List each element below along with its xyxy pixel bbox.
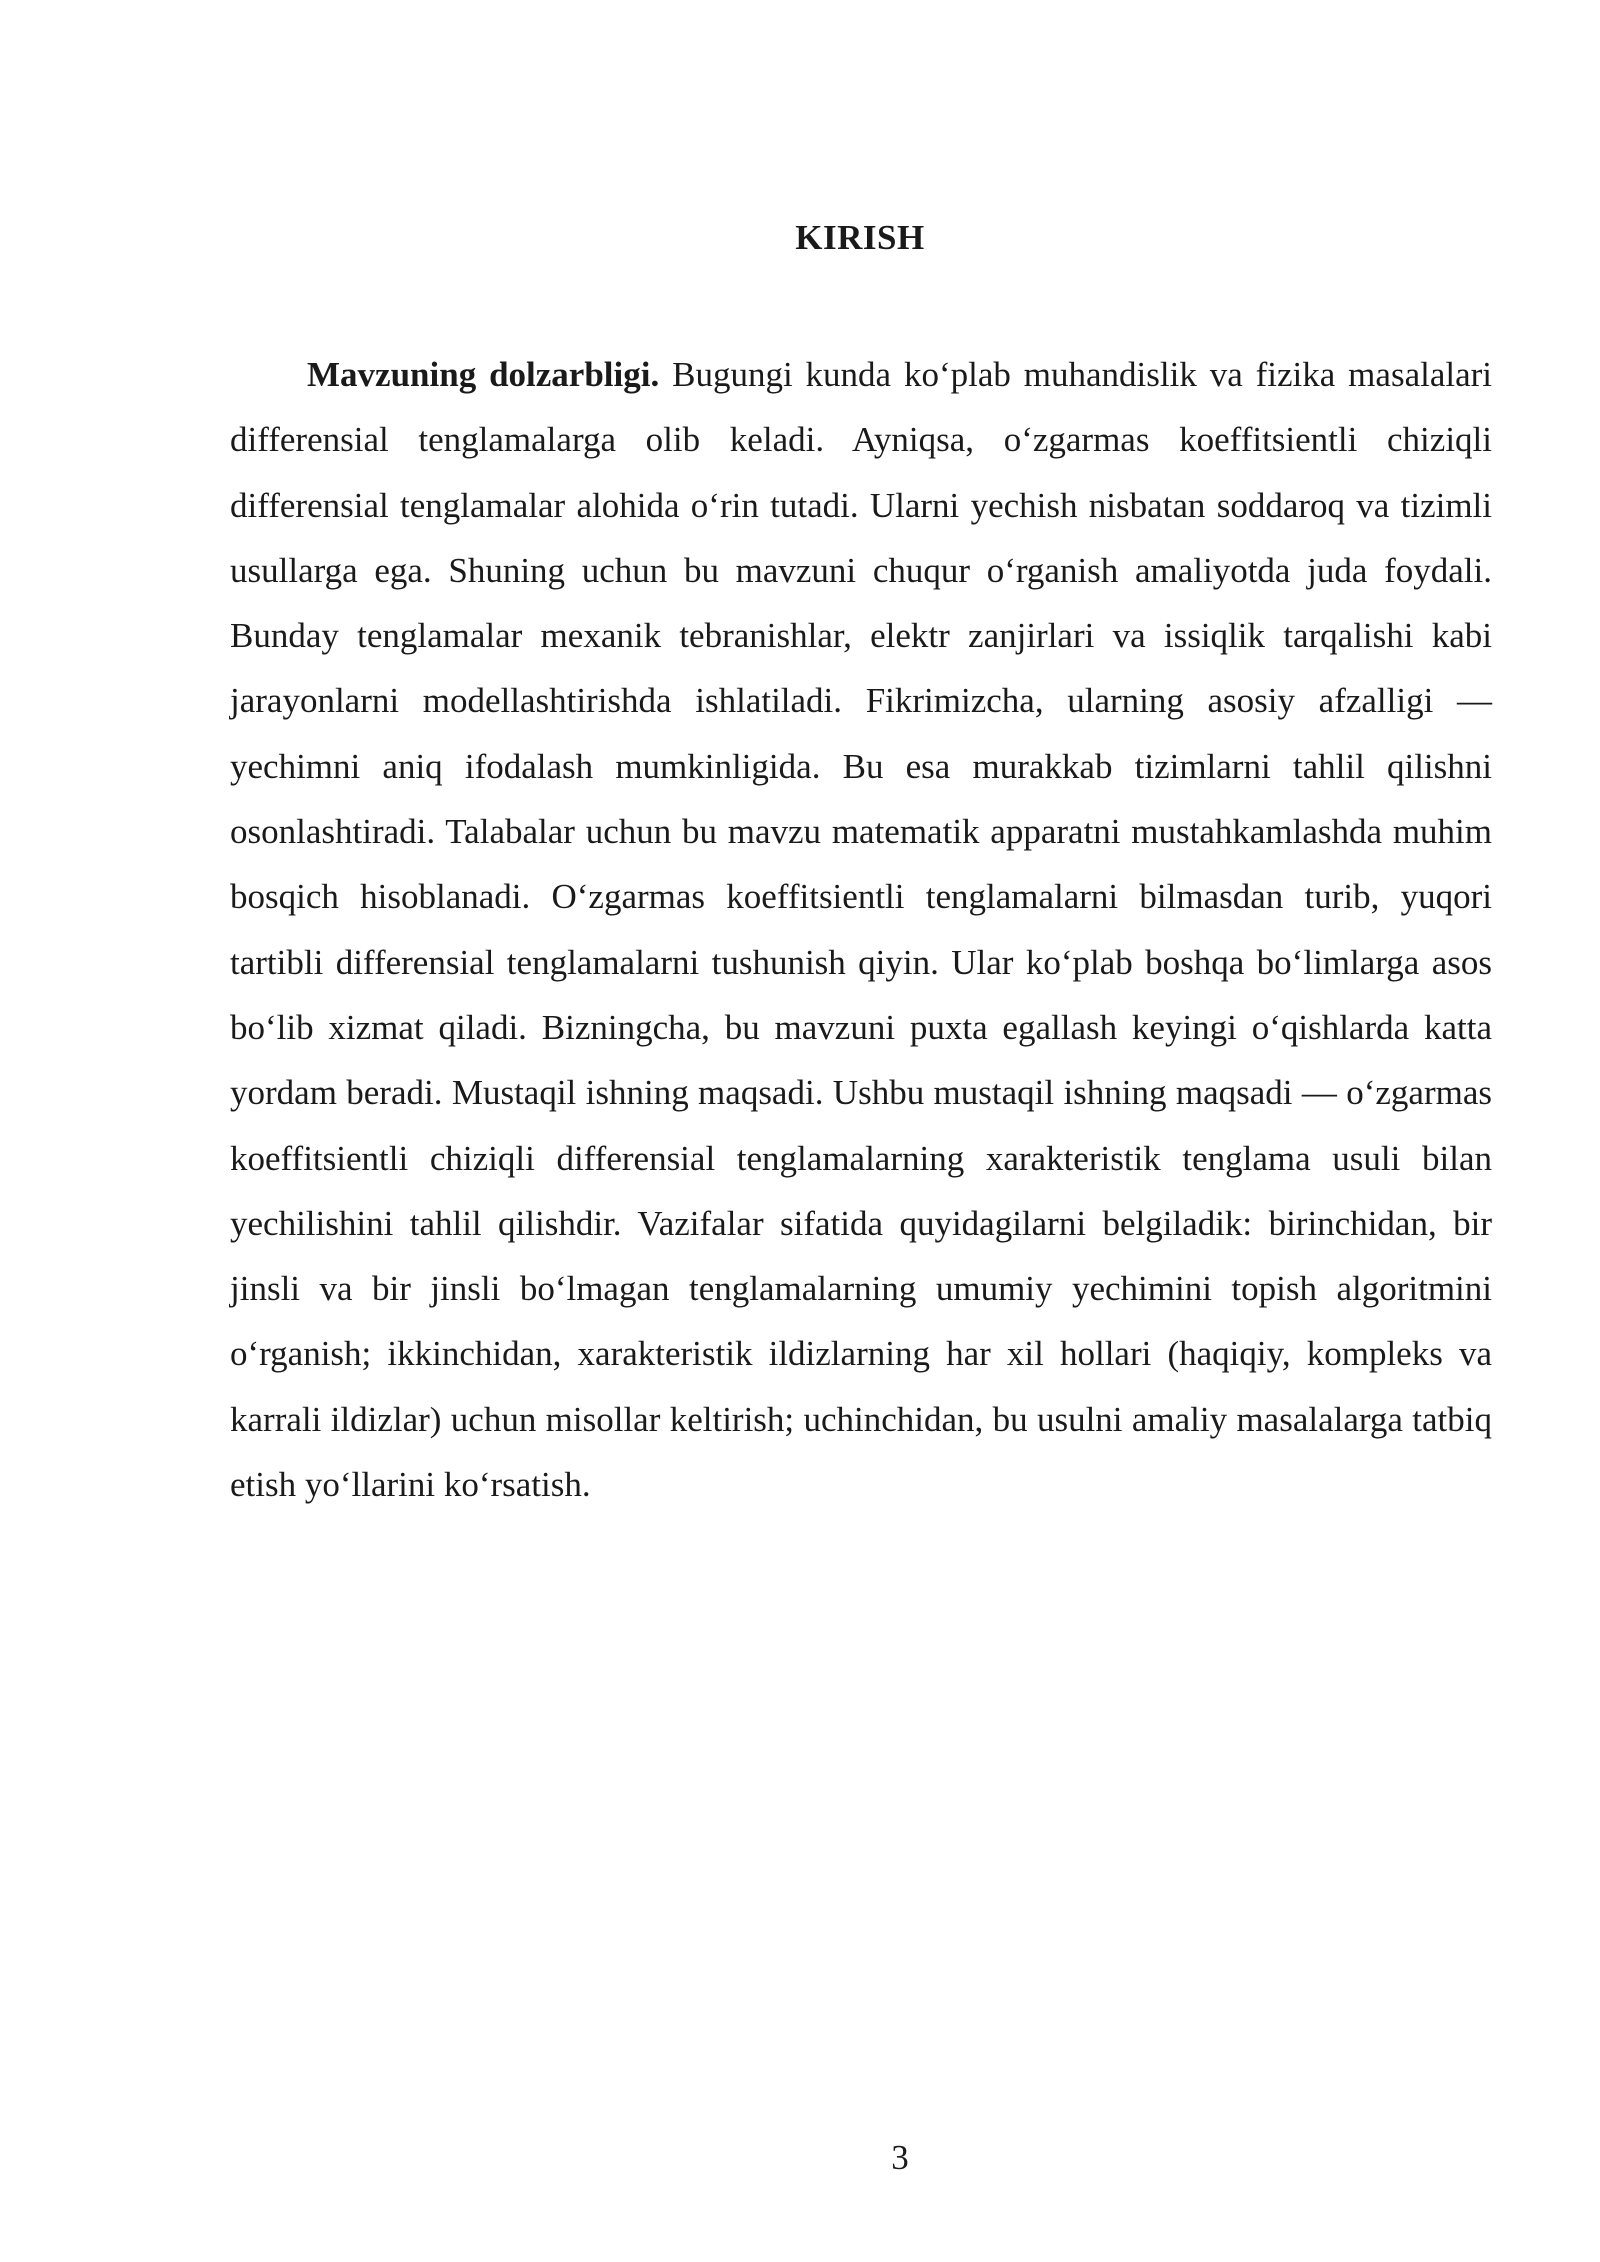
section-heading: KIRISH	[795, 218, 925, 257]
paragraph-lead: Mavzuning dolzarbligi.	[307, 355, 660, 394]
body-paragraph	[230, 342, 1492, 1517]
paragraph-text: Bugungi kunda ko‘plab muhandislik va fizika masalalari differensial tenglamalarga olib keladi. Ayniqsa, o‘zgarmas koeffitsientli chiziqli differensial tenglamalar alohida o‘rin tutadi. Ularni yechish nisbatan soddaroq va tizimli usullarga ega. Shuning uchun bu mavzuni chuqur o‘rganish amaliyotda juda foydali. Bunday tenglamalar mexanik tebranishlar, elektr zanjirlari va issiqlik tarqalishi kabi jarayonlarni modellashtirishda ishlatiladi. Fikrimizcha, ularning asosiy afzalligi — yechimni aniq ifodalash mumkinligida. Bu esa murakkab tizimlarni tahlil qilishni osonlashtiradi. Talabalar uchun bu mavzu matematik apparatni mustahkamlashda muhim bosqich hisoblanadi. O‘zgarmas koeffitsientli tenglamalarni bilmasdan turib, yuqori tartibli differensial tenglamalarni tushunish qiyin. Ular ko‘plab boshqa bo‘limlarga asos bo‘lib xizmat qiladi. Bizningcha, bu mavzuni puxta egallash keyingi o‘qishlarda katta yordam beradi. Mustaqil ishning maqsadi. Ushbu mustaqil ishning maqsadi — o‘zgarmas koeffitsientli chiziqli differensial tenglamalarning xarakteristik tenglama usuli bilan yechilishini tahlil qilishdir. Vazifalar sifatida quyidagilarni belgiladik: birinchidan, bir jinsli va bir jinsli bo‘lmagan tenglamalarning umumiy yechimini topish algoritmini o‘rganish; ikkinchidan, xarakteristik ildizlarning har xil hollari (haqiqiy, kompleks va karrali ildizlar) uchun misollar keltirish; uchinchidan, bu usulni amaliy masalalarga tatbiq etish yo‘llarini ko‘rsatish.	[230, 355, 1492, 1505]
page-number: 3	[891, 2138, 909, 2177]
